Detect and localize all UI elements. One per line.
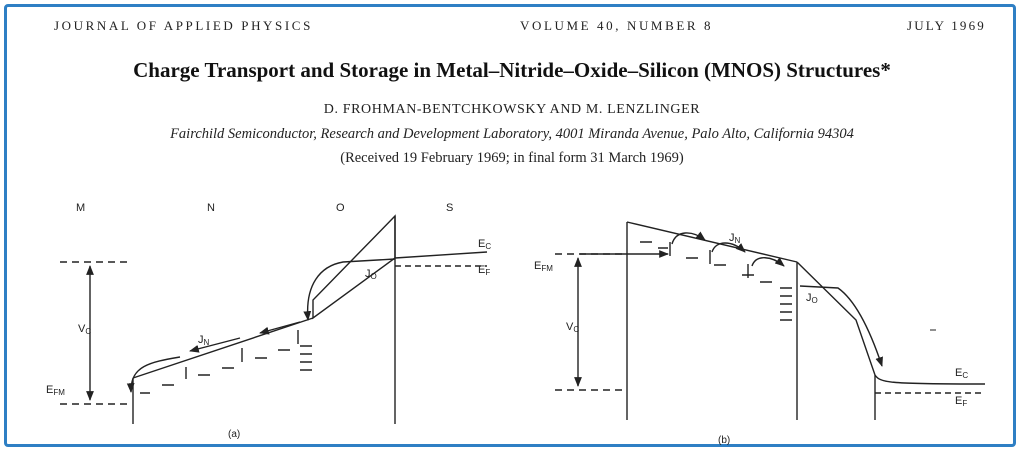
panel-a-oxide-barrier: [313, 216, 395, 318]
panel-a-label-o: O: [336, 202, 345, 214]
panel-a-label-s: S: [446, 202, 454, 214]
panel-b-efm-label: EFM: [534, 260, 553, 273]
panel-a-trap-levels: [140, 330, 312, 393]
panel-a-caption: (a): [228, 429, 241, 440]
panel-a-label-n: N: [207, 202, 215, 214]
panel-b-caption: (b): [718, 435, 731, 446]
panel-b-ec-label: EC: [955, 367, 969, 380]
panel-a-efm-label: EFM: [46, 384, 65, 397]
panel-a-ec-line: [395, 252, 487, 258]
panel-a-ec-label: EC: [478, 238, 492, 251]
article-received: (Received 19 February 1969; in final form 31 March 1969): [340, 150, 684, 166]
panel-b-jn-label: JN: [729, 232, 741, 245]
panel-b-ef-label: EF: [955, 395, 968, 408]
panel-b-jo-label: JO: [806, 292, 818, 305]
journal-name: JOURNAL OF APPLIED PHYSICS: [54, 18, 313, 33]
panel-b-jn-arrow-3: [752, 258, 784, 266]
panel-b-diagram: [555, 222, 985, 420]
panel-a-jn-arrow-3: [131, 357, 180, 392]
panel-b-nitride-band: [627, 222, 797, 262]
issue-date: JULY 1969: [906, 18, 986, 33]
panel-a-jn-arrow-1: [260, 322, 300, 333]
panel-a-jn-label: JN: [198, 334, 210, 347]
article-title: Charge Transport and Storage in Metal–Nitride–Oxide–Silicon (MNOS) Structures*: [133, 58, 891, 82]
article-authors: D. FROHMAN-BENTCHKOWSKY AND M. LENZLINGER: [323, 102, 701, 117]
panel-b-vc-label: VC: [566, 321, 580, 334]
panel-b-jn-arrow-1: [672, 233, 705, 244]
panel-b-oxide-barrier: [797, 262, 875, 375]
panel-a-ef-label: EF: [478, 264, 491, 277]
panel-a-label-m: M: [76, 202, 86, 214]
panel-a-jo-label: JO: [365, 268, 377, 281]
panel-a-vc-label: VC: [78, 323, 92, 336]
article-affiliation: Fairchild Semiconductor, Research and Development Laboratory, 4001 Miranda Avenue, Palo Alto, California 94304: [170, 126, 854, 142]
panel-b-ec-line: [875, 375, 985, 384]
panel-a-diagram: [60, 202, 487, 424]
volume-number: VOLUME 40, NUMBER 8: [520, 18, 714, 33]
panel-a-nitride-band: [133, 318, 313, 378]
